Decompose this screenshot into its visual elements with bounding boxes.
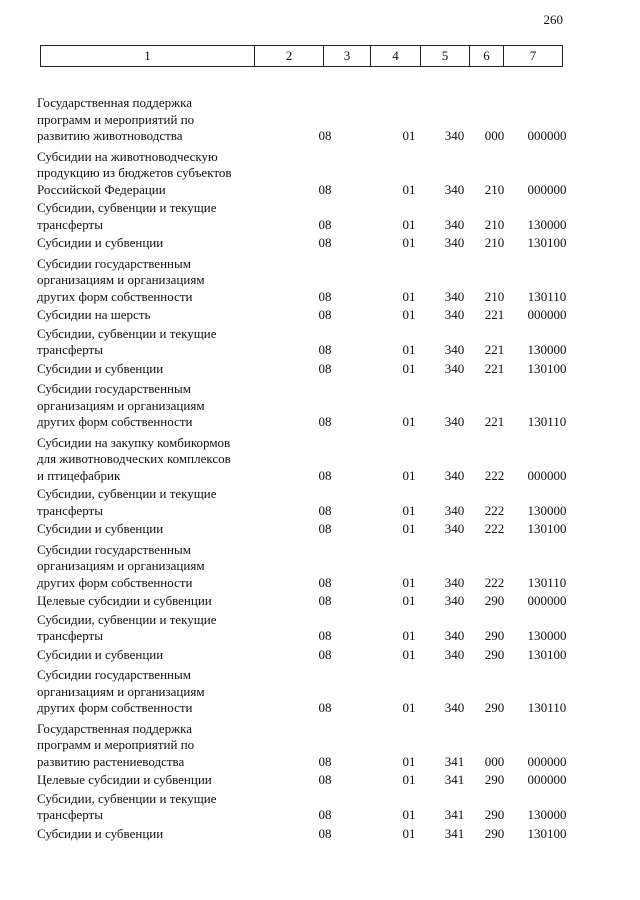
row-economic-code: 000000 — [527, 753, 567, 769]
row-target-code: 340 — [444, 414, 465, 429]
row-section-code: 08 — [318, 216, 332, 232]
row-description: Субсидии и субвенции — [37, 521, 164, 536]
row-expense-type-code: 290 — [484, 593, 505, 608]
column-header-1: 1 — [41, 46, 255, 67]
row-section-code: 08 — [318, 628, 332, 643]
row-subsection-code: 01 — [402, 342, 416, 357]
row-economic-code: 130000 — [527, 502, 567, 518]
table-row — [37, 593, 577, 610]
row-economic-code: 130000 — [527, 216, 567, 232]
row-target-code: 341 — [444, 807, 465, 822]
row-description: Государственная поддержка программ и мероприятий по развитию животноводства — [37, 95, 195, 143]
table-row — [37, 486, 577, 519]
row-subsection-code: 01 — [402, 772, 416, 787]
row-description: Субсидии государственным организациям и организациям других форм собственности — [37, 255, 205, 304]
row-target-code: 341 — [444, 753, 465, 769]
row-description: Субсидии и субвенции — [37, 235, 164, 250]
row-target-code: 341 — [444, 825, 465, 841]
row-section-code: 08 — [318, 807, 332, 822]
row-section-code: 08 — [318, 700, 332, 715]
row-description: Целевые субсидии и субвенции — [37, 593, 212, 608]
table-row — [37, 307, 577, 324]
column-header-6: 6 — [470, 46, 504, 67]
row-subsection-code: 01 — [402, 502, 416, 518]
row-subsection-code: 01 — [402, 414, 416, 429]
row-section-code: 08 — [318, 502, 332, 518]
row-expense-type-code: 210 — [484, 181, 505, 197]
row-description: Субсидии, субвенции и текущие трансферты — [37, 790, 217, 822]
table-row — [37, 435, 577, 485]
row-subsection-code: 01 — [402, 467, 416, 483]
table-row — [37, 95, 577, 145]
row-target-code: 340 — [444, 467, 465, 483]
row-target-code: 340 — [444, 216, 465, 232]
row-economic-code: 130100 — [527, 825, 567, 841]
row-description: Субсидии государственным организациям и организациям других форм собственности — [37, 667, 205, 715]
row-expense-type-code: 290 — [484, 646, 505, 662]
table-row — [37, 721, 577, 771]
row-target-code: 340 — [444, 128, 465, 143]
row-target-code: 340 — [444, 521, 465, 536]
row-economic-code: 130100 — [527, 360, 567, 376]
row-expense-type-code: 222 — [484, 467, 505, 483]
row-subsection-code: 01 — [402, 574, 416, 590]
row-description: Субсидии, субвенции и текущие трансферты — [37, 486, 217, 518]
row-target-code: 340 — [444, 235, 465, 250]
row-economic-code: 130100 — [527, 521, 567, 536]
row-economic-code: 130000 — [527, 807, 567, 822]
row-expense-type-code: 222 — [484, 574, 505, 590]
row-section-code: 08 — [318, 342, 332, 357]
row-subsection-code: 01 — [402, 181, 416, 197]
row-target-code: 340 — [444, 502, 465, 518]
budget-rows — [37, 95, 577, 844]
row-description: Субсидии, субвенции и текущие трансферты — [37, 611, 217, 643]
row-section-code: 08 — [318, 307, 332, 322]
row-economic-code: 000000 — [527, 467, 567, 483]
row-economic-code: 000000 — [527, 593, 567, 608]
row-target-code: 340 — [444, 593, 465, 608]
table-row — [37, 791, 577, 824]
row-target-code: 341 — [444, 772, 465, 787]
row-economic-code: 000000 — [527, 128, 567, 143]
table-row — [37, 521, 577, 538]
row-subsection-code: 01 — [402, 360, 416, 376]
row-section-code: 08 — [318, 646, 332, 662]
row-expense-type-code: 221 — [484, 414, 505, 429]
row-expense-type-code: 221 — [484, 342, 505, 357]
row-target-code: 340 — [444, 700, 465, 715]
row-subsection-code: 01 — [402, 128, 416, 143]
table-row — [37, 612, 577, 645]
table-row — [37, 772, 577, 789]
row-subsection-code: 01 — [402, 825, 416, 841]
row-expense-type-code: 000 — [484, 128, 505, 143]
row-target-code: 340 — [444, 342, 465, 357]
row-expense-type-code: 290 — [484, 807, 505, 822]
row-expense-type-code: 290 — [484, 772, 505, 787]
table-row — [37, 826, 577, 843]
row-target-code: 340 — [444, 288, 465, 304]
row-section-code: 08 — [318, 360, 332, 376]
row-section-code: 08 — [318, 574, 332, 590]
row-subsection-code: 01 — [402, 700, 416, 715]
row-subsection-code: 01 — [402, 288, 416, 304]
row-description: Субсидии на животноводческую продукцию из бюджетов субъектов Российской Федерации — [37, 148, 232, 197]
row-description: Субсидии государственным организациям и организациям других форм собственности — [37, 541, 205, 590]
row-expense-type-code: 290 — [484, 628, 505, 643]
row-section-code: 08 — [318, 288, 332, 304]
row-economic-code: 000000 — [527, 307, 567, 322]
row-description: Субсидии государственным организациям и организациям других форм собственности — [37, 381, 205, 429]
page-number: 260 — [543, 12, 563, 27]
column-header-row — [41, 46, 563, 67]
row-target-code: 340 — [444, 574, 465, 590]
row-subsection-code: 01 — [402, 235, 416, 250]
row-subsection-code: 01 — [402, 307, 416, 322]
row-target-code: 340 — [444, 628, 465, 643]
row-target-code: 340 — [444, 646, 465, 662]
row-expense-type-code: 210 — [484, 288, 505, 304]
row-economic-code: 130000 — [527, 628, 567, 643]
row-section-code: 08 — [318, 521, 332, 536]
row-description: Целевые субсидии и субвенции — [37, 772, 212, 787]
table-row — [37, 647, 577, 664]
table-row — [37, 542, 577, 592]
row-economic-code: 130110 — [527, 574, 567, 590]
table-row — [37, 200, 577, 233]
row-subsection-code: 01 — [402, 521, 416, 536]
table-row — [37, 235, 577, 252]
row-target-code: 340 — [444, 360, 465, 376]
row-section-code: 08 — [318, 414, 332, 429]
row-description: Субсидии и субвенции — [37, 360, 164, 376]
row-subsection-code: 01 — [402, 593, 416, 608]
row-subsection-code: 01 — [402, 628, 416, 643]
row-description: Субсидии на закупку комбикормов для животноводческих комплексов и птицефабрик — [37, 434, 231, 483]
table-row — [37, 326, 577, 359]
row-economic-code: 130100 — [527, 235, 567, 250]
column-header-7: 7 — [504, 46, 563, 67]
table-row — [37, 149, 577, 199]
row-description: Субсидии, субвенции и текущие трансферты — [37, 325, 217, 357]
table-row — [37, 361, 577, 378]
row-expense-type-code: 222 — [484, 502, 505, 518]
row-expense-type-code: 210 — [484, 235, 505, 250]
row-expense-type-code: 222 — [484, 521, 505, 536]
row-section-code: 08 — [318, 772, 332, 787]
row-subsection-code: 01 — [402, 753, 416, 769]
row-description: Государственная поддержка программ и мероприятий по развитию растениеводства — [37, 720, 195, 769]
row-expense-type-code: 221 — [484, 307, 505, 322]
row-economic-code: 130110 — [527, 700, 567, 715]
row-expense-type-code: 210 — [484, 216, 505, 232]
row-description: Субсидии, субвенции и текущие трансферты — [37, 200, 217, 232]
row-expense-type-code: 000 — [484, 753, 505, 769]
row-target-code: 340 — [444, 307, 465, 322]
table-row — [37, 381, 577, 431]
row-section-code: 08 — [318, 181, 332, 197]
row-economic-code: 130000 — [527, 342, 567, 357]
row-description: Субсидии на шерсть — [37, 307, 151, 322]
row-economic-code: 130110 — [527, 288, 567, 304]
row-economic-code: 130100 — [527, 646, 567, 662]
row-section-code: 08 — [318, 128, 332, 143]
row-section-code: 08 — [318, 467, 332, 483]
row-expense-type-code: 290 — [484, 700, 505, 715]
row-economic-code: 000000 — [527, 772, 567, 787]
row-economic-code: 130110 — [527, 414, 567, 429]
row-description: Субсидии и субвенции — [37, 825, 164, 841]
column-header-2: 2 — [255, 46, 324, 67]
row-section-code: 08 — [318, 825, 332, 841]
row-expense-type-code: 290 — [484, 825, 505, 841]
row-section-code: 08 — [318, 753, 332, 769]
row-economic-code: 000000 — [527, 181, 567, 197]
row-description: Субсидии и субвенции — [37, 646, 164, 662]
column-header-4: 4 — [371, 46, 421, 67]
row-subsection-code: 01 — [402, 216, 416, 232]
column-header-table — [40, 45, 563, 67]
row-subsection-code: 01 — [402, 646, 416, 662]
row-subsection-code: 01 — [402, 807, 416, 822]
table-row — [37, 667, 577, 717]
row-target-code: 340 — [444, 181, 465, 197]
row-section-code: 08 — [318, 593, 332, 608]
column-header-3: 3 — [324, 46, 371, 67]
column-header-5: 5 — [421, 46, 470, 67]
table-row — [37, 256, 577, 306]
row-section-code: 08 — [318, 235, 332, 250]
row-expense-type-code: 221 — [484, 360, 505, 376]
